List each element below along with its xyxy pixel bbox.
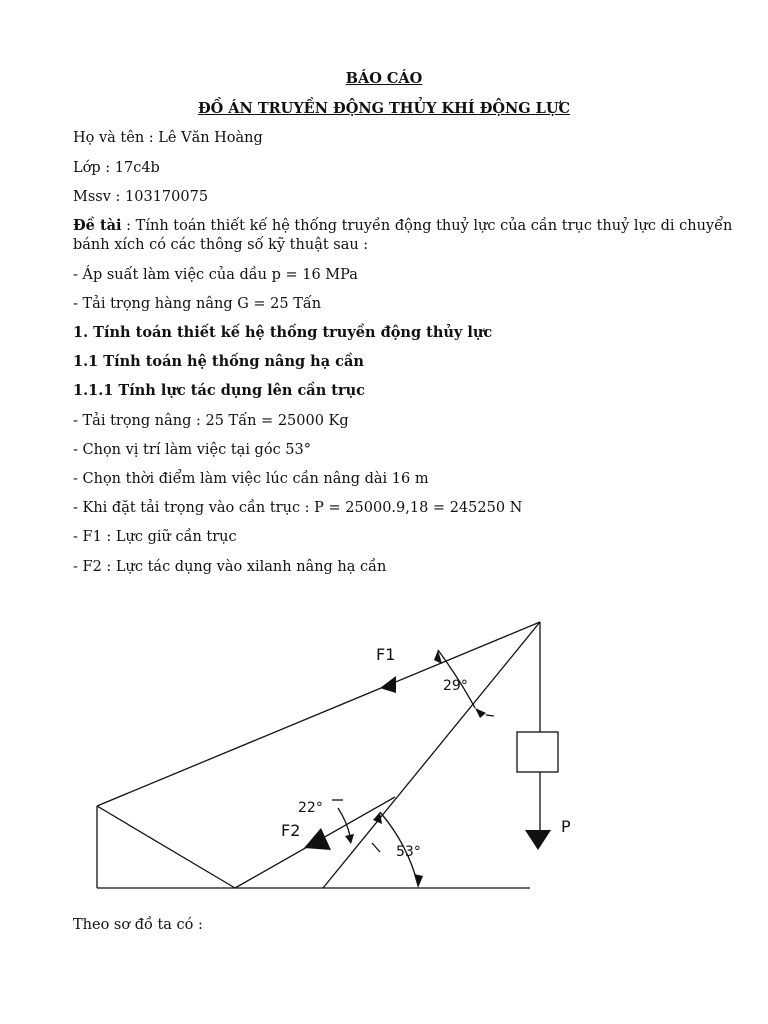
bullet-f2: - F2 : Lực tác dụng vào xilanh nâng hạ cần [73, 559, 387, 575]
force-diagram [0, 600, 768, 900]
label-p: P [561, 817, 571, 836]
arc-22 [338, 808, 350, 836]
label-22: 22° [298, 800, 323, 816]
topic-label: Đề tài [73, 217, 122, 234]
topic-line-1 [73, 217, 732, 235]
label-f2: F2 [281, 821, 301, 840]
heading-1-1: 1.1 Tính toán hệ thống nâng hạ cần [73, 353, 364, 370]
arrow-f2 [304, 828, 331, 850]
student-name: Họ và tên : Lê Văn Hoàng [73, 130, 263, 146]
param-load: - Tải trọng hàng nâng G = 25 Tấn [73, 296, 322, 312]
label-53: 53° [396, 844, 421, 860]
label-f1: F1 [376, 645, 396, 664]
arrow-29-tick [434, 650, 442, 664]
bullet-f1: - F1 : Lực giữ cần trục [73, 529, 237, 545]
arrow-53-tick [414, 874, 423, 888]
base-slope [97, 806, 235, 888]
load-box [517, 732, 558, 772]
arrow-22-tick [345, 834, 354, 844]
bullet-angle: - Chọn vị trí làm việc tại góc 53° [73, 442, 312, 458]
bullet-load: - Tải trọng nâng : 25 Tấn = 25000 Kg [73, 413, 349, 429]
student-id: Mssv : 103170075 [73, 189, 209, 205]
arrow-29-bottom [475, 708, 486, 718]
param-pressure: - Áp suất làm việc của dầu p = 16 MPa [73, 267, 358, 283]
report-subtitle: ĐỒ ÁN TRUYỀN ĐỘNG THỦY KHÍ ĐỘNG LỰC [197, 100, 571, 117]
heading-1-1-1: 1.1.1 Tính lực tác dụng lên cần trục [73, 382, 365, 399]
topic-line-2: bánh xích có các thông số kỹ thuật sau : [73, 237, 369, 253]
arrow-f1 [380, 676, 396, 693]
footer-text: Theo sơ đồ ta có : [73, 917, 203, 933]
bullet-boom-length: - Chọn thời điểm làm việc lúc cần nâng dài 16 m [73, 471, 429, 487]
boom-line [323, 622, 540, 888]
student-class: Lớp : 17c4b [73, 160, 160, 176]
report-title: BÁO CÁO [345, 70, 423, 87]
bullet-force-p: - Khi đặt tải trọng vào cần trục : P = 25000.9,18 = 245250 N [73, 500, 523, 516]
topic-text-1: : Tính toán thiết kế hệ thống truyền động thuỷ lực của cần trục thuỷ lực di chuyển [121, 218, 733, 234]
heading-1: 1. Tính toán thiết kế hệ thống truyền động thủy lực [73, 324, 493, 341]
label-29: 29° [443, 678, 468, 694]
cable-f1 [97, 622, 540, 806]
arrow-p [525, 830, 551, 850]
